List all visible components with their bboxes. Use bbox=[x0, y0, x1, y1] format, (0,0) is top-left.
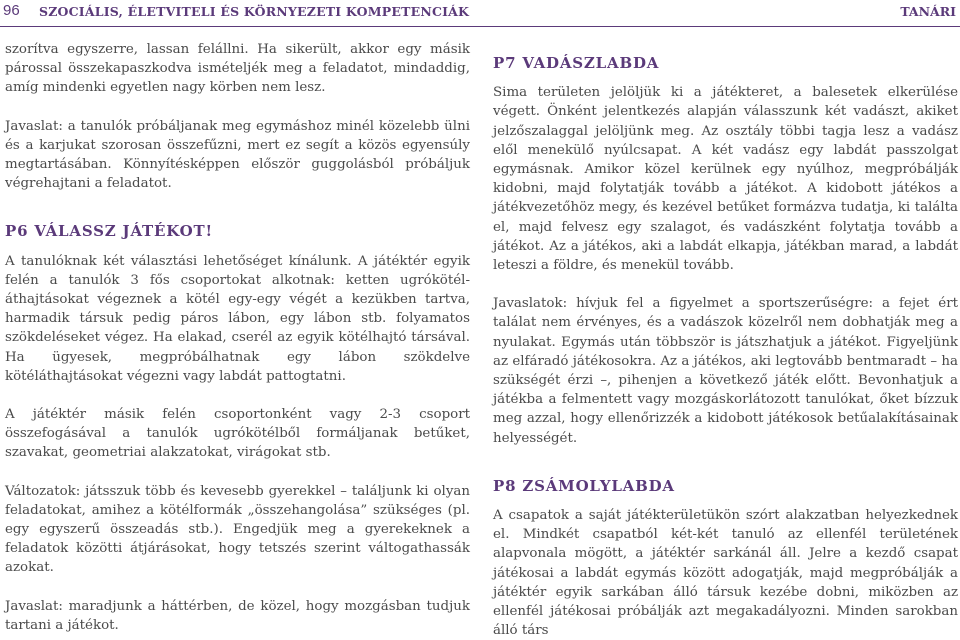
left-column bbox=[5, 40, 470, 635]
right-column bbox=[493, 40, 958, 640]
keyword-label: Változatok bbox=[5, 483, 76, 499]
keyword-label: Javaslat bbox=[5, 598, 59, 614]
keyword-label: Javaslatok bbox=[493, 296, 563, 312]
section-label: TANÁRI bbox=[900, 4, 956, 19]
section-heading-p8: P8 ZSÁMOLYLABDA bbox=[493, 476, 675, 495]
paragraph: A csapatok a saját játékterületükön szórt alakzatban helyezkednek el. Mindkét csapatból két-két tanuló az ellenfél területének alapvonala mögött, a játéktér sarkánál áll. Jelre a kezdő csapat játékosai a labdát egymás között adogatják, majd megpróbálják a játéktér egyik sarkában álló társuk kezébe dobni, miközben az ellenfél játékosai próbálják azt megakadályozni. Minden sarokban álló társ bbox=[493, 508, 958, 639]
paragraph: A tanulóknak két választási lehetőséget kínálunk. A játéktér egyik felén a tanulók 3 fős csoportokat alkotnak: ketten ugrókötél-áthajtásokat végeznek a kötél egy-egy végét a kezükben tartva, harmadik társuk pedig páros lábon, egy lábon stb. folyamatos szökdeléseket végez. Ha elakad, cserél az egyik kötélhajtó társával. Ha ügyesek, megpróbálhatnak egy lábon szökdelve kötéláthajtásokat végezni vagy labdát pattogtatni. bbox=[5, 253, 470, 384]
section-heading-p7: P7 VADÁSZLABDA bbox=[493, 54, 660, 72]
page-header bbox=[0, 0, 960, 27]
paragraph-text: : maradjunk a háttérben, de közel, hogy mozgásban tudjuk tartani a játékot. bbox=[5, 598, 470, 633]
paragraph-text: : játsszuk több és kevesebb gyerekkel – találjunk ki olyan feladatokat, amihez a kötélformák „összehangolása” szükséges (pl. egy egyszerű összeadás stb.). Engedjük meg a gyerekeknek a feladatok közötti átjárásokat, hogy tetszés szerint váltogathassák azokat. bbox=[5, 483, 470, 576]
paragraph-text: : a tanulók próbáljanak meg egymáshoz minél közelebb ülni és a karjukat szorosan összefűzni, mert ez segít a közös egyensúly megtartásában. Könnyítésképpen először guggolásból próbáljuk végrehajtani a feladatot. bbox=[5, 118, 470, 192]
running-title: SZOCIÁLIS, ÉLETVITELI ÉS KÖRNYEZETI KOMPETENCIÁK bbox=[39, 4, 470, 19]
section-heading-p6: P6 VÁLASSZ JÁTÉKOT! bbox=[5, 222, 213, 241]
keyword-label: Javaslat bbox=[5, 118, 59, 134]
paragraph bbox=[493, 294, 958, 448]
paragraph bbox=[5, 597, 470, 635]
paragraph: szorítva egyszerre, lassan felállni. Ha sikerült, akkor egy másik párossal összekapaszkodva ismételjék meg a feladatot, mindaddig, amíg mindenki egyetlen nagy körben nem lesz. bbox=[5, 42, 470, 96]
paragraph: Sima területen jelöljük ki a játékteret, a balesetek elkerülése végett. Önként jelentkezés alapján válasszunk két vadászt, akiket jelzőszalaggal jelöljünk meg. Az osztály többi tagja lesz a vadász elől menekülő nyúlcsapat. A két vadász egy labdát passzolgat egymásnak. Amikor közel kerülnek egy nyúlhoz, megpróbálják kidobni, majd folytatják tovább a játékot. A kidobott játékos a játékvezetőhöz megy, és kezével betűket formázva tudatja, ki találta el, majd felvesz egy szalagot, és vadászként folytatja tovább a játékot. Az a játékos, aki a labdát elkapja, játékban marad, a labdát leteszi a földre, és menekül tovább. bbox=[493, 85, 958, 274]
page-number: 96 bbox=[3, 2, 20, 19]
paragraph-text: : hívjuk fel a figyelmet a sportszerűségre: a fejet ért találat nem érvényes, és a vadászok közelről nem dobhatják meg a nyulakat. Egymás után többször is játszhatjuk a játékot. Figyeljünk az elfáradó játékosokra. Az a játékos, aki legtovább bentmaradt – ha szükségét érzi –, pihenjen a következő játék előtt. Bevonhatjuk a játékba a felmentett vagy mozgáskorlátozott tanulókat, őket bízzuk meg azzal, hogy ellenőrizzék a kidobott játékosok betűalakításainak helyességét. bbox=[493, 296, 958, 446]
paragraph: A játéktér másik felén csoportonként vagy 2-3 csoport összefogásával a tanulók ugrókötélből formáljanak betűket, szavakat, geometriai alakzatokat, virágokat stb. bbox=[5, 407, 470, 461]
paragraph bbox=[5, 482, 470, 578]
paragraph bbox=[5, 117, 470, 194]
